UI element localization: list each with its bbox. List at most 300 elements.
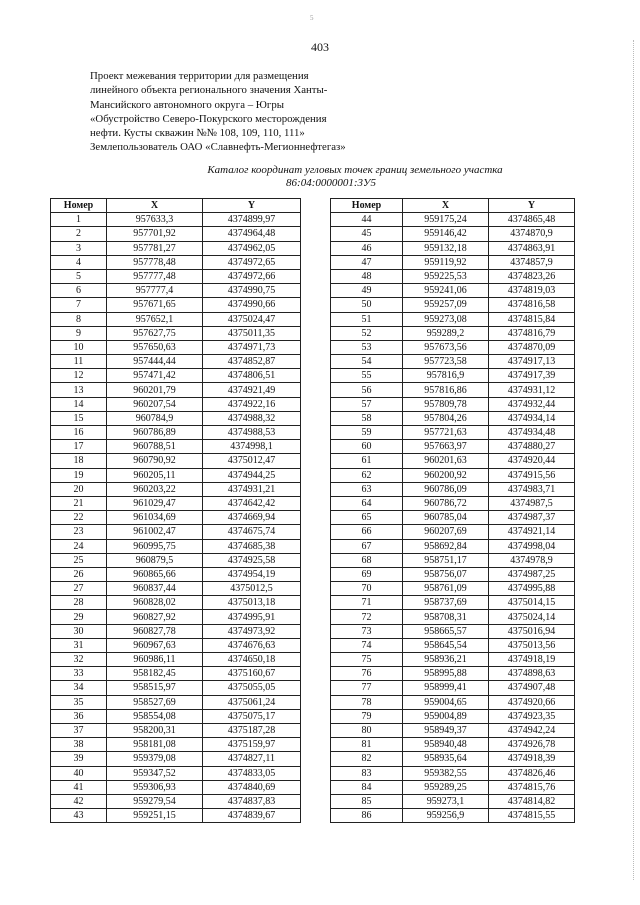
- y-coordinate: 4375075,17: [203, 709, 301, 723]
- table-row: [331, 284, 575, 298]
- catalog-title-line: Каталог координат угловых точек границ земельного участка: [207, 164, 503, 176]
- y-coordinate: 4374815,76: [489, 780, 575, 794]
- table-row: [51, 511, 301, 525]
- y-coordinate: 4374675,74: [203, 525, 301, 539]
- point-number: 55: [331, 369, 403, 383]
- y-coordinate: 4374806,51: [203, 369, 301, 383]
- point-number: 86: [331, 809, 403, 823]
- coordinates-table-right: [330, 198, 575, 823]
- x-coordinate: 960784,9: [107, 411, 203, 425]
- point-number: 42: [51, 794, 107, 808]
- y-coordinate: 4375011,35: [203, 326, 301, 340]
- x-coordinate: 958995,88: [403, 667, 489, 681]
- table-row: [331, 794, 575, 808]
- point-number: 74: [331, 638, 403, 652]
- y-coordinate: 4374942,24: [489, 723, 575, 737]
- x-coordinate: 960201,63: [403, 454, 489, 468]
- table-row: [51, 426, 301, 440]
- table-row: [331, 298, 575, 312]
- point-number: 21: [51, 496, 107, 510]
- x-coordinate: 960786,09: [403, 482, 489, 496]
- y-coordinate: 4374816,79: [489, 326, 575, 340]
- y-coordinate: 4374685,38: [203, 539, 301, 553]
- cadastral-number: 86:04:0000001:3У5: [286, 177, 376, 189]
- table-row: [51, 440, 301, 454]
- x-coordinate: 960865,66: [107, 567, 203, 581]
- x-coordinate: 957652,1: [107, 312, 203, 326]
- table-row: [331, 738, 575, 752]
- point-number: 37: [51, 723, 107, 737]
- table-row: [331, 596, 575, 610]
- header-line: Мансийского автономного округа – Югры: [90, 98, 284, 111]
- x-coordinate: 961029,47: [107, 496, 203, 510]
- y-coordinate: 4374990,75: [203, 284, 301, 298]
- point-number: 27: [51, 582, 107, 596]
- x-coordinate: 958665,57: [403, 624, 489, 638]
- y-coordinate: 4374932,44: [489, 397, 575, 411]
- point-number: 4: [51, 255, 107, 269]
- table-row: [331, 482, 575, 496]
- y-coordinate: 4374870,09: [489, 340, 575, 354]
- point-number: 75: [331, 653, 403, 667]
- table-row: [331, 255, 575, 269]
- y-coordinate: 4374973,92: [203, 624, 301, 638]
- page-number: 403: [311, 40, 329, 54]
- point-number: 12: [51, 369, 107, 383]
- x-coordinate: 959175,24: [403, 213, 489, 227]
- y-coordinate: 4374865,48: [489, 213, 575, 227]
- x-coordinate: 959132,18: [403, 241, 489, 255]
- point-number: 22: [51, 511, 107, 525]
- point-number: 8: [51, 312, 107, 326]
- y-coordinate: 4374944,25: [203, 468, 301, 482]
- point-number: 25: [51, 553, 107, 567]
- point-number: 26: [51, 567, 107, 581]
- x-coordinate: 958936,21: [403, 653, 489, 667]
- point-number: 5: [51, 269, 107, 283]
- table-row: [51, 780, 301, 794]
- y-coordinate: 4374917,39: [489, 369, 575, 383]
- point-number: 50: [331, 298, 403, 312]
- table-row: [331, 269, 575, 283]
- point-number: 30: [51, 624, 107, 638]
- point-number: 60: [331, 440, 403, 454]
- x-coordinate: 957701,92: [107, 227, 203, 241]
- x-coordinate: 960879,5: [107, 553, 203, 567]
- y-coordinate: 4375013,18: [203, 596, 301, 610]
- table-row: [331, 723, 575, 737]
- y-coordinate: 4374931,21: [203, 482, 301, 496]
- point-number: 78: [331, 695, 403, 709]
- x-coordinate: 957671,65: [107, 298, 203, 312]
- y-coordinate: 4374898,63: [489, 667, 575, 681]
- y-coordinate: 4375055,05: [203, 681, 301, 695]
- y-coordinate: 4374995,88: [489, 582, 575, 596]
- y-coordinate: 4374917,13: [489, 355, 575, 369]
- header-line: линейного объекта регионального значения Ханты-: [90, 84, 328, 97]
- table-row: [51, 752, 301, 766]
- y-coordinate: 4374987,37: [489, 511, 575, 525]
- table-row: [51, 653, 301, 667]
- table-row: [51, 326, 301, 340]
- table-row: [331, 653, 575, 667]
- table-row: [331, 766, 575, 780]
- y-coordinate: 4374962,05: [203, 241, 301, 255]
- y-coordinate: 4374857,9: [489, 255, 575, 269]
- y-coordinate: 4374642,42: [203, 496, 301, 510]
- y-coordinate: 4374870,9: [489, 227, 575, 241]
- x-coordinate: 958182,45: [107, 667, 203, 681]
- point-number: 65: [331, 511, 403, 525]
- y-coordinate: 4374990,66: [203, 298, 301, 312]
- column-header-x: X: [107, 199, 203, 213]
- y-coordinate: 4375012,5: [203, 582, 301, 596]
- x-coordinate: 960207,69: [403, 525, 489, 539]
- x-coordinate: 958515,97: [107, 681, 203, 695]
- table-row: [51, 638, 301, 652]
- x-coordinate: 960785,04: [403, 511, 489, 525]
- point-number: 82: [331, 752, 403, 766]
- point-number: 43: [51, 809, 107, 823]
- x-coordinate: 958554,08: [107, 709, 203, 723]
- table-row: [331, 610, 575, 624]
- y-coordinate: 4374907,48: [489, 681, 575, 695]
- point-number: 72: [331, 610, 403, 624]
- point-number: 24: [51, 539, 107, 553]
- y-coordinate: 4374972,65: [203, 255, 301, 269]
- y-coordinate: 4374669,94: [203, 511, 301, 525]
- point-number: 33: [51, 667, 107, 681]
- x-coordinate: 959379,08: [107, 752, 203, 766]
- point-number: 16: [51, 426, 107, 440]
- x-coordinate: 960203,22: [107, 482, 203, 496]
- point-number: 85: [331, 794, 403, 808]
- point-number: 56: [331, 383, 403, 397]
- column-header-y: Y: [489, 199, 575, 213]
- y-coordinate: 4375187,28: [203, 723, 301, 737]
- point-number: 48: [331, 269, 403, 283]
- x-coordinate: 959306,93: [107, 780, 203, 794]
- point-number: 10: [51, 340, 107, 354]
- y-coordinate: 4374815,55: [489, 809, 575, 823]
- x-coordinate: 957471,42: [107, 369, 203, 383]
- x-coordinate: 959225,53: [403, 269, 489, 283]
- y-coordinate: 4374918,39: [489, 752, 575, 766]
- table-row: [51, 525, 301, 539]
- table-row: [51, 610, 301, 624]
- table-row: [331, 213, 575, 227]
- point-number: 18: [51, 454, 107, 468]
- y-coordinate: 4375012,47: [203, 454, 301, 468]
- point-number: 57: [331, 397, 403, 411]
- x-coordinate: 958200,31: [107, 723, 203, 737]
- x-coordinate: 957627,75: [107, 326, 203, 340]
- y-coordinate: 4374819,03: [489, 284, 575, 298]
- x-coordinate: 958761,09: [403, 582, 489, 596]
- point-number: 1: [51, 213, 107, 227]
- table-row: [331, 809, 575, 823]
- point-number: 69: [331, 567, 403, 581]
- x-coordinate: 960827,78: [107, 624, 203, 638]
- point-number: 44: [331, 213, 403, 227]
- y-coordinate: 4375024,47: [203, 312, 301, 326]
- y-coordinate: 4374840,69: [203, 780, 301, 794]
- x-coordinate: 960837,44: [107, 582, 203, 596]
- x-coordinate: 959241,06: [403, 284, 489, 298]
- x-coordinate: 960986,11: [107, 653, 203, 667]
- y-coordinate: 4374954,19: [203, 567, 301, 581]
- x-coordinate: 958527,69: [107, 695, 203, 709]
- coordinates-table-left: [50, 198, 301, 823]
- table-row: [51, 213, 301, 227]
- table-row: [51, 482, 301, 496]
- table-row: [51, 241, 301, 255]
- table-row: [331, 709, 575, 723]
- y-coordinate: 4374816,58: [489, 298, 575, 312]
- table-row: [331, 440, 575, 454]
- table-row: [51, 383, 301, 397]
- column-header-x: X: [403, 199, 489, 213]
- point-number: 51: [331, 312, 403, 326]
- table-row: [51, 695, 301, 709]
- table-row: [51, 596, 301, 610]
- table-row: [331, 383, 575, 397]
- y-coordinate: 4374837,83: [203, 794, 301, 808]
- y-coordinate: 4374650,18: [203, 653, 301, 667]
- point-number: 63: [331, 482, 403, 496]
- y-coordinate: 4374676,63: [203, 638, 301, 652]
- table-row: [331, 511, 575, 525]
- x-coordinate: 960200,92: [403, 468, 489, 482]
- header-line: Проект межевания территории для размещения: [90, 70, 309, 82]
- point-number: 83: [331, 766, 403, 780]
- x-coordinate: 957633,3: [107, 213, 203, 227]
- x-coordinate: 958751,17: [403, 553, 489, 567]
- catalog-title: [0, 164, 640, 190]
- point-number: 35: [51, 695, 107, 709]
- table-row: [51, 667, 301, 681]
- x-coordinate: 958692,84: [403, 539, 489, 553]
- y-coordinate: 4374823,26: [489, 269, 575, 283]
- point-number: 81: [331, 738, 403, 752]
- point-number: 7: [51, 298, 107, 312]
- table-row: [51, 369, 301, 383]
- point-number: 79: [331, 709, 403, 723]
- y-coordinate: 4375013,56: [489, 638, 575, 652]
- point-number: 15: [51, 411, 107, 425]
- point-number: 31: [51, 638, 107, 652]
- table-row: [51, 567, 301, 581]
- y-coordinate: 4374826,46: [489, 766, 575, 780]
- y-coordinate: 4374918,19: [489, 653, 575, 667]
- point-number: 47: [331, 255, 403, 269]
- y-coordinate: 4374964,48: [203, 227, 301, 241]
- point-number: 59: [331, 426, 403, 440]
- table-row: [331, 312, 575, 326]
- x-coordinate: 959256,9: [403, 809, 489, 823]
- table-row: [331, 369, 575, 383]
- table-row: [331, 539, 575, 553]
- x-coordinate: 960786,72: [403, 496, 489, 510]
- table-row: [51, 468, 301, 482]
- point-number: 9: [51, 326, 107, 340]
- point-number: 73: [331, 624, 403, 638]
- point-number: 77: [331, 681, 403, 695]
- table-row: [331, 638, 575, 652]
- point-number: 45: [331, 227, 403, 241]
- table-row: [51, 454, 301, 468]
- table-row: [51, 496, 301, 510]
- y-coordinate: 4374988,32: [203, 411, 301, 425]
- point-number: 29: [51, 610, 107, 624]
- y-coordinate: 4374920,44: [489, 454, 575, 468]
- table-row: [51, 255, 301, 269]
- x-coordinate: 960201,79: [107, 383, 203, 397]
- x-coordinate: 957673,56: [403, 340, 489, 354]
- x-coordinate: 957444,44: [107, 355, 203, 369]
- x-coordinate: 958181,08: [107, 738, 203, 752]
- y-coordinate: 4374926,78: [489, 738, 575, 752]
- point-number: 34: [51, 681, 107, 695]
- table-row: [51, 681, 301, 695]
- table-row: [51, 355, 301, 369]
- header-line: Землепользователь ОАО «Славнефть-Мегионнефтегаз»: [90, 141, 346, 154]
- x-coordinate: 961002,47: [107, 525, 203, 539]
- table-row: [51, 553, 301, 567]
- y-coordinate: 4374987,5: [489, 496, 575, 510]
- point-number: 32: [51, 653, 107, 667]
- y-coordinate: 4374920,66: [489, 695, 575, 709]
- x-coordinate: 957804,26: [403, 411, 489, 425]
- table-row: [331, 752, 575, 766]
- y-coordinate: 4374922,16: [203, 397, 301, 411]
- y-coordinate: 4374995,91: [203, 610, 301, 624]
- y-coordinate: 4374921,49: [203, 383, 301, 397]
- y-coordinate: 4374987,25: [489, 567, 575, 581]
- table-row: [51, 766, 301, 780]
- y-coordinate: 4374921,14: [489, 525, 575, 539]
- point-number: 58: [331, 411, 403, 425]
- y-coordinate: 4374852,87: [203, 355, 301, 369]
- x-coordinate: 957663,97: [403, 440, 489, 454]
- table-row: [51, 709, 301, 723]
- page-mark: 5: [310, 14, 314, 22]
- point-number: 53: [331, 340, 403, 354]
- table-row: [51, 340, 301, 354]
- y-coordinate: 4375061,24: [203, 695, 301, 709]
- point-number: 19: [51, 468, 107, 482]
- table-row: [331, 553, 575, 567]
- x-coordinate: 959257,09: [403, 298, 489, 312]
- table-row: [331, 326, 575, 340]
- point-number: 49: [331, 284, 403, 298]
- point-number: 36: [51, 709, 107, 723]
- x-coordinate: 959273,1: [403, 794, 489, 808]
- table-row: [331, 411, 575, 425]
- x-coordinate: 958999,41: [403, 681, 489, 695]
- point-number: 40: [51, 766, 107, 780]
- table-row: [51, 582, 301, 596]
- point-number: 41: [51, 780, 107, 794]
- y-coordinate: 4374998,04: [489, 539, 575, 553]
- x-coordinate: 959289,25: [403, 780, 489, 794]
- x-coordinate: 960786,89: [107, 426, 203, 440]
- x-coordinate: 957777,48: [107, 269, 203, 283]
- x-coordinate: 958949,37: [403, 723, 489, 737]
- table-row: [51, 809, 301, 823]
- x-coordinate: 958708,31: [403, 610, 489, 624]
- point-number: 71: [331, 596, 403, 610]
- y-coordinate: 4374925,58: [203, 553, 301, 567]
- x-coordinate: 959146,42: [403, 227, 489, 241]
- x-coordinate: 960788,51: [107, 440, 203, 454]
- y-coordinate: 4374827,11: [203, 752, 301, 766]
- point-number: 67: [331, 539, 403, 553]
- point-number: 64: [331, 496, 403, 510]
- table-row: [51, 624, 301, 638]
- y-coordinate: 4374934,48: [489, 426, 575, 440]
- point-number: 68: [331, 553, 403, 567]
- x-coordinate: 957778,48: [107, 255, 203, 269]
- point-number: 62: [331, 468, 403, 482]
- point-number: 17: [51, 440, 107, 454]
- table-row: [331, 525, 575, 539]
- x-coordinate: 959251,15: [107, 809, 203, 823]
- table-row: [331, 681, 575, 695]
- x-coordinate: 961034,69: [107, 511, 203, 525]
- table-row: [331, 241, 575, 255]
- point-number: 80: [331, 723, 403, 737]
- table-row: [331, 397, 575, 411]
- x-coordinate: 957650,63: [107, 340, 203, 354]
- x-coordinate: 957777,4: [107, 284, 203, 298]
- table-row: [51, 723, 301, 737]
- x-coordinate: 958935,64: [403, 752, 489, 766]
- x-coordinate: 957721,63: [403, 426, 489, 440]
- point-number: 3: [51, 241, 107, 255]
- x-coordinate: 959119,92: [403, 255, 489, 269]
- point-number: 46: [331, 241, 403, 255]
- table-row: [331, 468, 575, 482]
- y-coordinate: 4375016,94: [489, 624, 575, 638]
- x-coordinate: 959347,52: [107, 766, 203, 780]
- table-row: [51, 269, 301, 283]
- table-row: [331, 355, 575, 369]
- x-coordinate: 960205,11: [107, 468, 203, 482]
- point-number: 6: [51, 284, 107, 298]
- scan-edge-artifact: [632, 40, 634, 880]
- y-coordinate: 4374988,53: [203, 426, 301, 440]
- point-number: 61: [331, 454, 403, 468]
- y-coordinate: 4375014,15: [489, 596, 575, 610]
- point-number: 70: [331, 582, 403, 596]
- point-number: 38: [51, 738, 107, 752]
- y-coordinate: 4374915,56: [489, 468, 575, 482]
- table-row: [51, 411, 301, 425]
- table-row: [51, 738, 301, 752]
- y-coordinate: 4374923,35: [489, 709, 575, 723]
- point-number: 54: [331, 355, 403, 369]
- y-coordinate: 4375024,14: [489, 610, 575, 624]
- x-coordinate: 959004,89: [403, 709, 489, 723]
- table-row: [331, 496, 575, 510]
- y-coordinate: 4374839,67: [203, 809, 301, 823]
- y-coordinate: 4374880,27: [489, 440, 575, 454]
- x-coordinate: 960827,92: [107, 610, 203, 624]
- point-number: 39: [51, 752, 107, 766]
- table-row: [51, 397, 301, 411]
- x-coordinate: 958756,07: [403, 567, 489, 581]
